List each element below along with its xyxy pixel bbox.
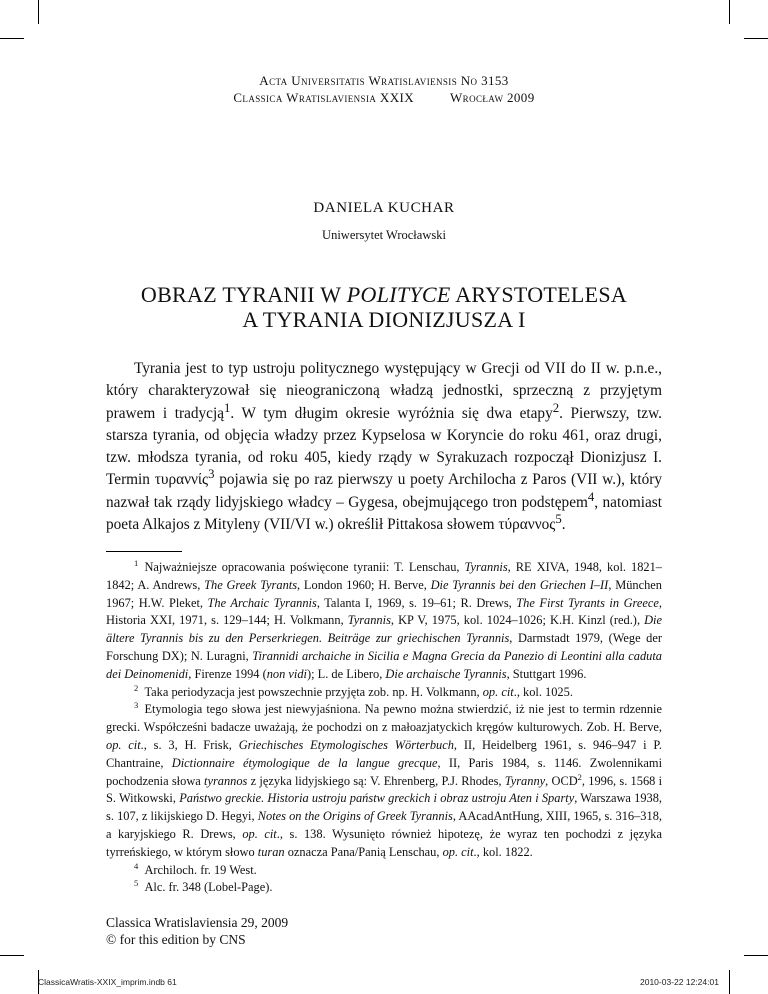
- crop-mark: [0, 955, 24, 956]
- footnote-1: $^1$ Najważniejsze opracowania poświęcone tyranii: T. Lenschau, Tyrannis, RE XIVA, 1948, kol. 1821–1842; A. Andrews, The Greek Tyrants, London 1960; H. Berve, Die Tyrannis bei den Griechen I–II, München 1967; H.W. Pleket, The Archaic Tyrannis, Talanta I, 1969, s. 19–61; R. Drews, The First Tyrants in Greece, Historia XXI, 1971, s. 129–144; H. Volkmann, Tyrannis, KP V, 1975, kol. 1024–1026; K.H. Kinzl (red.), Die ältere Tyrannis bis zu den Perserkriegen. Beiträge zur griechischen Tyrannis, Darmstadt 1979, (Wege der Forschung DX); N. Luragni, Tirannidi archaiche in Sicilia e Magna Grecia da Panezio di Leontini alla caduta dei Deinomenidi, Firenze 1994 (non vidi); L. de Libero, Die archaische Tyrannis, Stuttgart 1996.: [106, 557, 662, 681]
- footnotes: [106, 559, 662, 897]
- title-line-1: OBRAZ TYRANII W POLITYCE ARYSTOTELESA: [140, 282, 628, 307]
- crop-mark: [744, 955, 768, 956]
- copyright-notice: © for this edition by CNS: [106, 932, 246, 947]
- footnote-ref-1[interactable]: 1: [223, 400, 231, 415]
- footnote-2: $^2$ Taka periodyzacja jest powszechnie przyjęta zob. np. H. Volkmann, op. cit., kol. 1025.: [134, 682, 573, 699]
- footnote-ref-3[interactable]: 3: [208, 467, 215, 482]
- title-line-2: A TYRANIA DIONIZJUSZA I: [242, 307, 526, 332]
- footnote-separator: [106, 551, 182, 552]
- place-year: Wrocław 2009: [450, 90, 535, 105]
- series-name: Classica Wratislaviensia XXIX: [233, 90, 415, 105]
- crop-mark: [744, 38, 768, 39]
- author-affiliation: Uniwersytet Wrocławski: [322, 228, 446, 242]
- body-paragraph: Tyrania jest to typ ustroju politycznego występujący w Grecji od VII do II w. p.n.e., który charakteryzował się nieograniczoną władzą jednostki, sprzeczną z przyjętym prawem i tradycją$^1$. W tym długim okresie wyróżnia się dwa etapy$^2$. Pierwszy, tzw. starsza tyrania, od objęcia władzy przez Kypselosa w Koryncie do roku 461, oraz drugi, tzw. młodsza tyrania, od roku 405, kiedy rządy w Syrakuzach rozpoczął Dionizjusz I. Termin τυραννίς$^3$ pojawia się po raz pierwszy u poety Archilocha z Paros (VII w.), który nazwał tak rządy lidyjskiego władcy – Gygesa, obejmującego tron podstępem$^4$, natomiast poeta Alkajos z Mityleny (VII/VI w.) określił Pittakosa słowem τύραννος$^5$.: [106, 360, 663, 534]
- crop-mark: [0, 38, 24, 39]
- footnote-5: $^5$ Alc. fr. 348 (Lobel-Page).: [134, 878, 273, 895]
- journal-header-line1: Acta Universitatis Wratislaviensis No 3153: [259, 73, 509, 88]
- footnote-ref-5[interactable]: 5: [555, 511, 562, 526]
- footnote-ref-4[interactable]: 4: [587, 489, 595, 504]
- journal-citation: Classica Wratislaviensia 29, 2009: [106, 915, 289, 930]
- crop-mark: [729, 970, 730, 994]
- crop-mark: [38, 0, 39, 24]
- article-title: [0, 282, 768, 332]
- footnote-ref-2[interactable]: 2: [552, 400, 560, 415]
- print-timestamp: 2010-03-22 12:24:01: [640, 977, 719, 987]
- file-slug: ClassicaWratis-XXIX_imprim.indb 61: [38, 977, 177, 987]
- footnote-4: $^4$ Archiloch. fr. 19 West.: [134, 860, 257, 877]
- footnote-3: $^3$ Etymologia tego słowa jest niewyjaśniona. Na pewno można stwierdzić, iż nie jest to termin rdzennie grecki. Współcześni badacze uważają, że pochodzi on z małoazjatyckich kręgów kulturowych. Zob. H. Berve, op. cit., s. 3, H. Frisk, Griechisches Etymologisches Wörterbuch, II, Heidelberg 1961, s. 946–947 i P. Chantraine, Dictionnaire étymologique de la langue grecque, II, Paris 1984, s. 1146. Zwolennikami pochodzenia słowa tyrannos z języka lidyjskiego są: V. Ehrenberg, P.J. Rhodes, Tyranny, OCD$^2$, 1996, s. 1568 i S. Witkowski, Państwo greckie. Historia ustroju państw greckich i obraz ustroju Aten i Sparty, Warszawa 1938, s. 107, z likijskiego D. Hegyi, Notes on the Origins of Greek Tyrannis, AAcadAntHung, XIII, 1965, s. 316–318, a karyjskiego R. Drews, op. cit., s. 138. Wysunięto również hipotezę, że wyraz ten pochodzi z języka tyrreńskiego, w którym słowo turan oznacza Pana/Panią Lenschau, op. cit., kol. 1822.: [106, 700, 663, 859]
- crop-mark: [729, 0, 730, 24]
- author-name: DANIELA KUCHAR: [313, 200, 455, 216]
- journal-header-line2: [0, 90, 768, 106]
